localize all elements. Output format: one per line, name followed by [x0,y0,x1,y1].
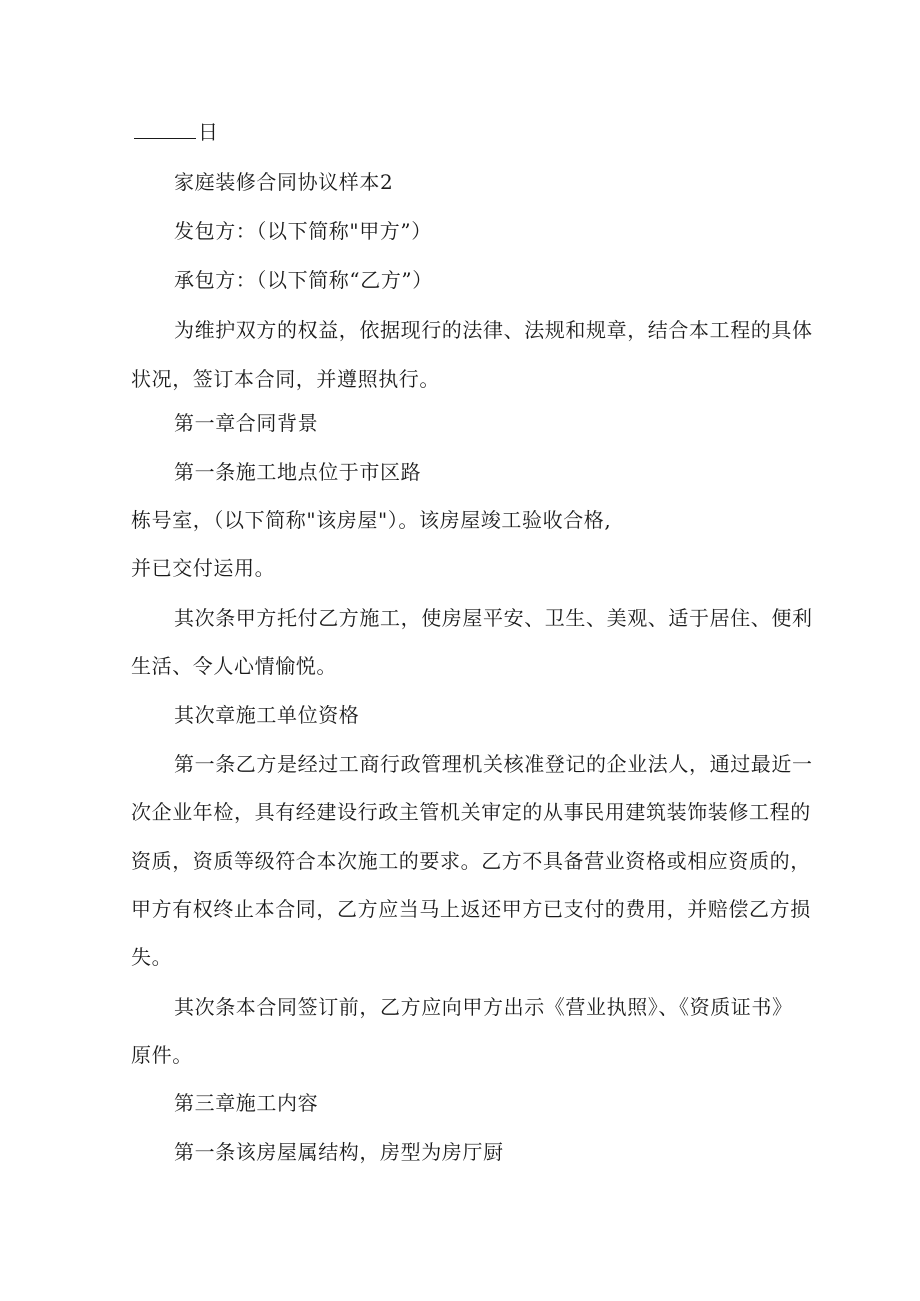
party-a-line: 发包方：（以下简称"甲方”） [174,219,432,243]
ch1-art2-line-2: 生活、令人心情愉悦。 [131,654,337,678]
chapter-2-heading: 其次章施工单位资格 [174,703,360,727]
ch1-art2-line-1: 其次条甲方托付乙方施工，使房屋平安、卫生、美观、适于居住、便利 [174,606,813,630]
intro-line-1: 为维护双方的权益，依据现行的法律、法规和规章，结合本工程的具体 [174,318,813,342]
ch1-art1-line-1: 第一条施工地点位于市区路 [174,460,422,484]
ch2-art1-line-4: 甲方有权终止本合同，乙方应当马上返还甲方已支付的费用，并赔偿乙方损 [131,897,811,921]
ch2-art1-line-2: 次企业年检，具有经建设行政主管机关审定的从事民用建筑装饰装修工程的 [131,800,811,824]
intro-line-2: 状况，签订本合同，并遵照执行。 [131,367,440,391]
ch2-art2-line-2: 原件。 [131,1043,193,1067]
party-b-line: 承包方：（以下简称“乙方”） [174,268,433,292]
ch1-art1-line-2: 栋号室，（以下简称"该房屋"）。该房屋竣工验收合格, [131,508,612,532]
date-suffix: 日 [198,120,219,144]
ch2-art1-line-1: 第一条乙方是经过工商行政管理机关核准登记的企业法人，通过最近一 [174,752,813,776]
ch2-art2-line-1: 其次条本合同签订前，乙方应向甲方出示《营业执照》、《资质证书》 [174,995,793,1019]
date-line [134,120,219,144]
document-title: 家庭装修合同协议样本2 [174,170,394,194]
ch2-art1-line-3: 资质，资质等级符合本次施工的要求。乙方不具备营业资格或相应资质的， [131,849,811,873]
ch1-art1-line-3: 并已交付运用。 [131,556,276,580]
chapter-1-heading: 第一章合同背景 [174,411,319,435]
ch3-art1-line-1: 第一条该房屋属结构，房型为房厅厨 [174,1140,504,1164]
date-blank [134,120,196,139]
ch2-art1-line-5: 失。 [131,945,173,969]
chapter-3-heading: 第三章施工内容 [174,1091,319,1115]
